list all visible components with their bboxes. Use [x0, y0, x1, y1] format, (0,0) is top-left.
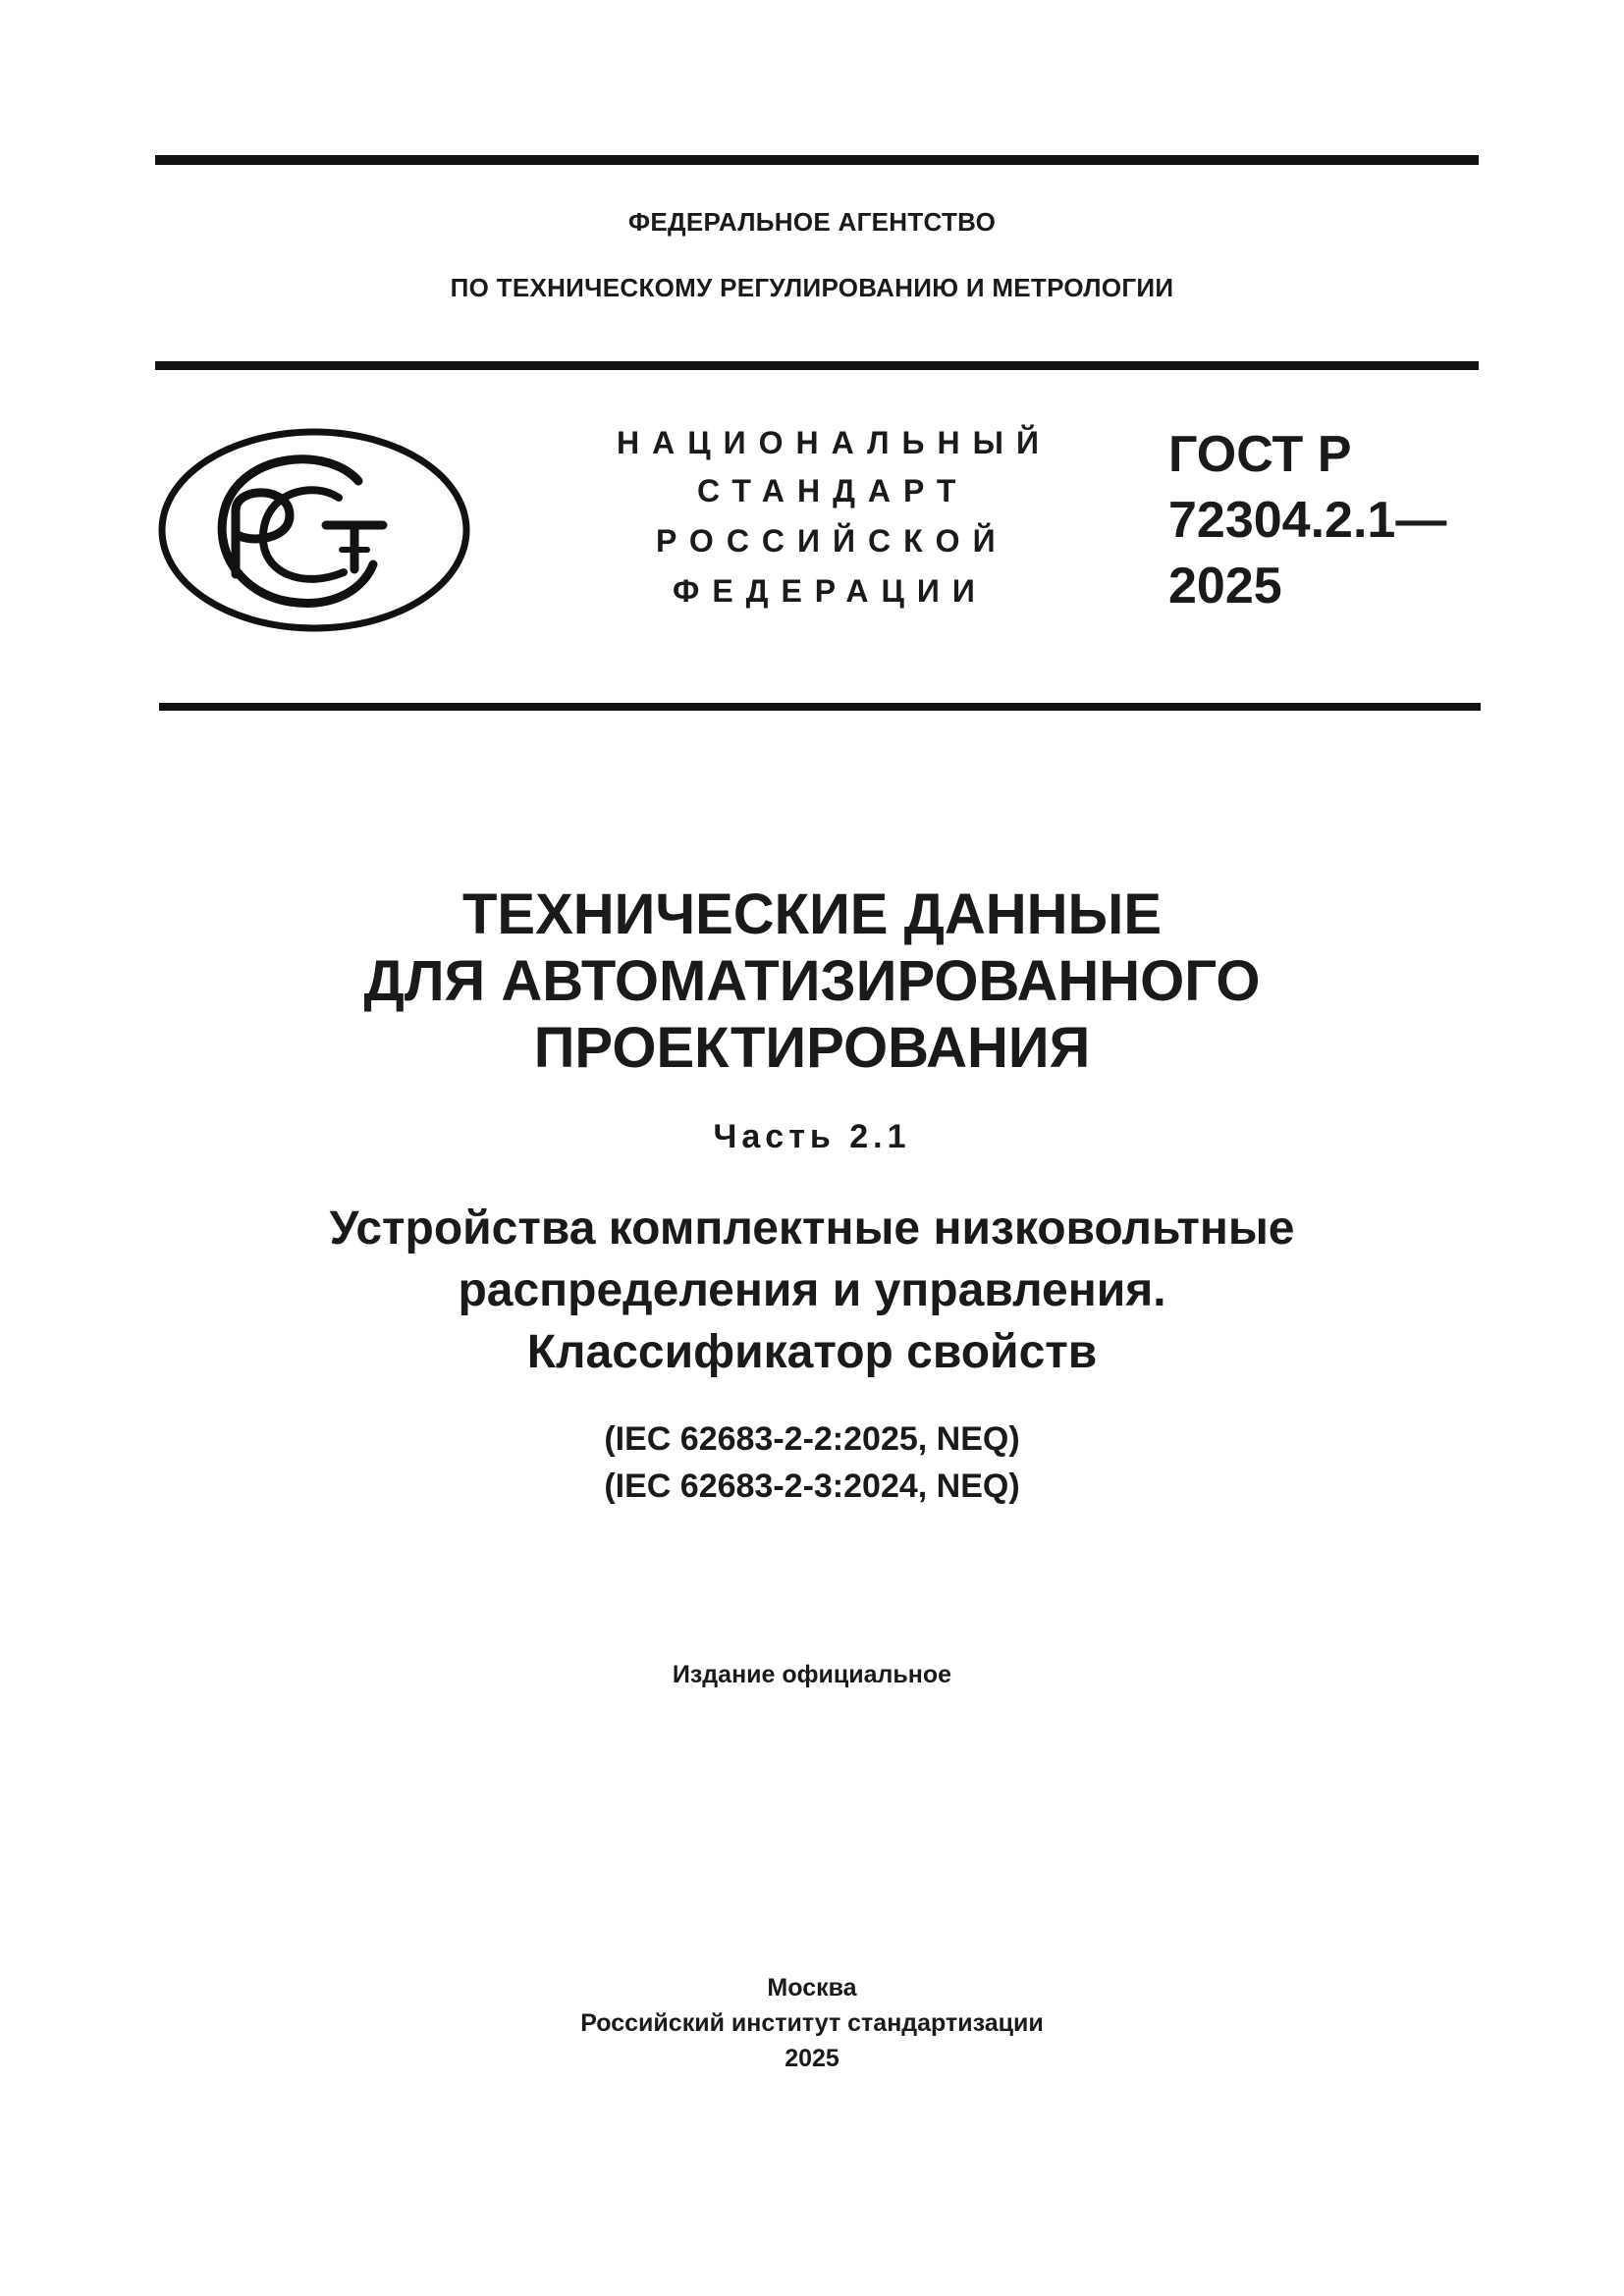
- title-line-1: ТЕХНИЧЕСКИЕ ДАННЫЕ: [461, 882, 1163, 946]
- agency-line-1: ФЕДЕРАЛЬНОЕ АГЕНТСТВО: [627, 207, 997, 237]
- subtitle-line-3: Классификатор свойств: [526, 1326, 1098, 1378]
- standard-type-line-3: РОССИЙСКОЙ: [656, 523, 1008, 559]
- top-rule: [155, 155, 1479, 165]
- publisher-city: Москва: [767, 1974, 857, 2002]
- title-line-2: ДЛЯ АВТОМАТИЗИРОВАННОГО: [363, 949, 1261, 1013]
- agency-line-2: ПО ТЕХНИЧЕСКОМУ РЕГУЛИРОВАНИЮ И МЕТРОЛОГИИ: [450, 273, 1174, 302]
- designation-line-2: 72304.2.1—: [1168, 492, 1447, 549]
- publisher-name: Российский институт стандартизации: [580, 2009, 1044, 2037]
- subtitle-line-1: Устройства комплектные низковольтные: [329, 1202, 1295, 1255]
- logo-block-rule: [159, 703, 1481, 711]
- reference-1: (IEC 62683-2-2:2025, NEQ): [604, 1420, 1020, 1458]
- designation-line-1: ГОСТ Р: [1168, 426, 1352, 483]
- subtitle-line-2: распределения и управления.: [458, 1264, 1166, 1316]
- standard-type-line-1: НАЦИОНАЛЬНЫЙ: [617, 425, 1052, 460]
- title-line-3: ПРОЕКТИРОВАНИЯ: [533, 1016, 1091, 1080]
- rst-certification-mark-icon: [157, 427, 471, 633]
- standard-type-line-4: ФЕДЕРАЦИИ: [673, 573, 988, 609]
- header-rule: [155, 361, 1479, 370]
- publisher-year: 2025: [785, 2045, 839, 2072]
- standard-type-line-2: СТАНДАРТ: [697, 473, 969, 508]
- reference-2: (IEC 62683-2-3:2024, NEQ): [604, 1468, 1020, 1505]
- part-label: Часть 2.1: [713, 1118, 911, 1155]
- designation-line-3: 2025: [1168, 558, 1282, 614]
- edition-label: Издание официальное: [672, 1661, 952, 1688]
